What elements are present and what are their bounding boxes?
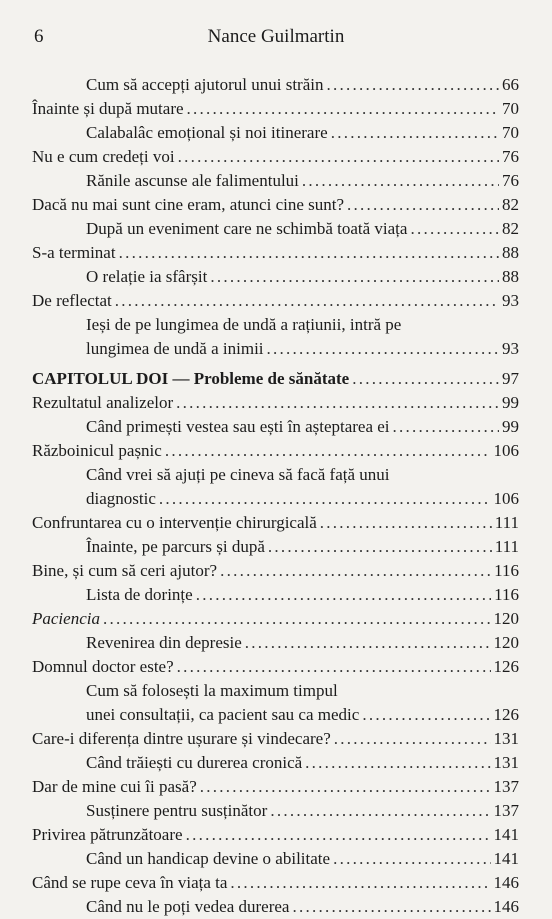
toc-entry-label: Când primești vestea sau ești în așteptarea ei xyxy=(86,417,390,436)
dot-leader xyxy=(334,727,491,751)
dot-leader xyxy=(292,895,490,919)
toc-entry-page: 146 xyxy=(493,873,519,892)
toc-entry xyxy=(32,727,519,751)
toc-entry-label: Susținere pentru susținător xyxy=(86,801,268,820)
toc-entry-label: S-a terminat xyxy=(32,243,116,262)
toc-entry-page: 93 xyxy=(502,339,519,358)
dot-leader xyxy=(119,241,499,265)
toc-entry-label: diagnostic xyxy=(86,489,156,508)
toc-entry-label: Războinicul pașnic xyxy=(32,441,162,460)
toc-entry-page: 88 xyxy=(502,267,519,286)
toc-entry xyxy=(86,487,519,511)
toc-entry xyxy=(32,145,519,169)
toc-entry xyxy=(86,583,519,607)
toc-entry-page: 66 xyxy=(502,75,519,94)
toc-entry xyxy=(32,775,519,799)
toc-entry-page: 141 xyxy=(493,825,519,844)
toc-entry-label: Rănile ascunse ale falimentului xyxy=(86,171,299,190)
toc-entry-label: Paciencia xyxy=(32,609,100,628)
toc-entry-label: Înainte, pe parcurs și după xyxy=(86,537,265,556)
toc-entry xyxy=(86,337,519,361)
toc-entry-label: Care-i diferența dintre ușurare și vindecare? xyxy=(32,729,331,748)
dot-leader xyxy=(333,847,490,871)
toc-entry-page: 126 xyxy=(493,657,519,676)
toc-entry-page: 141 xyxy=(493,849,519,868)
toc-entry xyxy=(32,97,519,121)
toc-entry-label: Înainte și după mutare xyxy=(32,99,184,118)
dot-leader xyxy=(176,391,499,415)
toc-entry-page: 70 xyxy=(502,123,519,142)
toc-entry xyxy=(86,751,519,775)
toc-entry-label: Cum să accepți ajutorul unui străin xyxy=(86,75,324,94)
toc-entry xyxy=(86,169,519,193)
toc-entry xyxy=(86,73,519,97)
toc-entry-page: 99 xyxy=(502,417,519,436)
toc-entry-label: Nu e cum credeți voi xyxy=(32,147,175,166)
toc-entry-page: 131 xyxy=(493,753,519,772)
dot-leader xyxy=(326,73,499,97)
running-header xyxy=(0,20,552,50)
toc-entry xyxy=(86,217,519,241)
toc-entry-page: 131 xyxy=(493,729,519,748)
toc-entry-label: Dacă nu mai sunt cine eram, atunci cine sunt? xyxy=(32,195,345,214)
toc-entry-label-line1: Ieși de pe lungimea de undă a rațiunii, intră pe xyxy=(86,315,402,334)
dot-leader xyxy=(103,607,491,631)
toc-entry-page: 70 xyxy=(502,99,519,118)
dot-leader xyxy=(210,265,499,289)
toc-chapter-heading xyxy=(32,367,519,391)
dot-leader xyxy=(177,655,491,679)
dot-leader xyxy=(230,871,490,895)
toc-entry-page: 146 xyxy=(493,897,519,916)
toc-entry-label-line1: Când vrei să ajuți pe cineva să facă față unui xyxy=(86,465,390,484)
dot-leader xyxy=(165,439,491,463)
toc-entry-page: 82 xyxy=(502,195,519,214)
toc-entry xyxy=(86,631,519,655)
dot-leader xyxy=(331,121,499,145)
toc-entry-page: 97 xyxy=(502,369,519,388)
dot-leader xyxy=(187,97,499,121)
toc-entry xyxy=(86,121,519,145)
dot-leader xyxy=(362,703,490,727)
toc-entry-label: Când trăiești cu durerea cronică xyxy=(86,753,303,772)
toc-entry-label: Revenirea din depresie xyxy=(86,633,242,652)
dot-leader xyxy=(305,751,490,775)
toc-entry xyxy=(86,535,519,559)
toc-entry-label: Privirea pătrunzătoare xyxy=(32,825,183,844)
page-number: 6 xyxy=(34,26,44,47)
toc-entry-page: 99 xyxy=(502,393,519,412)
dot-leader xyxy=(270,799,490,823)
toc-entry xyxy=(86,415,519,439)
toc-entry-page: 120 xyxy=(493,609,519,628)
toc-entry-label: unei consultații, ca pacient sau ca medic xyxy=(86,705,360,724)
toc-entry-page: 76 xyxy=(502,147,519,166)
toc-entry-page: 82 xyxy=(502,219,519,238)
toc-entry xyxy=(86,265,519,289)
toc-entry xyxy=(86,895,519,919)
dot-leader xyxy=(267,337,499,361)
dot-leader xyxy=(268,535,492,559)
toc-entry-page: 106 xyxy=(493,441,519,460)
toc-entry-page: 137 xyxy=(493,777,519,796)
toc-entry-label: De reflectat xyxy=(32,291,112,310)
dot-leader xyxy=(347,193,499,217)
dot-leader xyxy=(320,511,492,535)
toc-entry xyxy=(32,823,519,847)
toc-entry xyxy=(32,289,519,313)
dot-leader xyxy=(302,169,499,193)
dot-leader xyxy=(186,823,491,847)
dot-leader xyxy=(200,775,491,799)
toc-entry xyxy=(32,193,519,217)
toc-entry xyxy=(86,703,519,727)
toc-entry xyxy=(32,607,519,631)
dot-leader xyxy=(352,367,499,391)
toc-entry-page: 126 xyxy=(493,705,519,724)
toc-entry-label: După un eveniment care ne schimbă toată viața xyxy=(86,219,408,238)
toc-entry-page: 111 xyxy=(494,513,519,532)
toc-entry xyxy=(86,847,519,871)
toc-entry xyxy=(32,559,519,583)
toc-entry-page: 137 xyxy=(493,801,519,820)
toc-entry xyxy=(32,241,519,265)
dot-leader xyxy=(178,145,499,169)
dot-leader xyxy=(410,217,499,241)
dot-leader xyxy=(220,559,491,583)
toc-entry-label: Lista de dorințe xyxy=(86,585,193,604)
dot-leader xyxy=(115,289,499,313)
toc-entry-page: 116 xyxy=(494,561,519,580)
toc-entry-page: 106 xyxy=(493,489,519,508)
toc-entry-label: Confruntarea cu o intervenție chirurgicală xyxy=(32,513,317,532)
toc-entry xyxy=(32,439,519,463)
toc-entry-label: Când nu le poți vedea durerea xyxy=(86,897,290,916)
toc-entry-label: Calabalâc emoțional și noi itinerare xyxy=(86,123,328,142)
toc-entry-label: Rezultatul analizelor xyxy=(32,393,174,412)
dot-leader xyxy=(393,415,499,439)
toc-entry xyxy=(86,799,519,823)
toc-entry-label-line1: Cum să folosești la maximum timpul xyxy=(86,681,338,700)
toc-entry-page: 88 xyxy=(502,243,519,262)
toc-entry-page: 93 xyxy=(502,291,519,310)
dot-leader xyxy=(159,487,491,511)
toc-entry-label: Când se rupe ceva în viața ta xyxy=(32,873,228,892)
toc-entry-page: 111 xyxy=(494,537,519,556)
dot-leader xyxy=(196,583,491,607)
toc-entry xyxy=(32,655,519,679)
toc-entry xyxy=(32,511,519,535)
toc-entry-label: O relație ia sfârșit xyxy=(86,267,208,286)
toc-entry-label: Bine, și cum să ceri ajutor? xyxy=(32,561,218,580)
toc-entry-label: Când un handicap devine o abilitate xyxy=(86,849,331,868)
toc-entry-label: Dar de mine cui îi pasă? xyxy=(32,777,197,796)
toc-entry-label: lungimea de undă a inimii xyxy=(86,339,264,358)
toc-entry-label: Domnul doctor este? xyxy=(32,657,174,676)
toc-entry xyxy=(32,391,519,415)
toc-entry-page: 120 xyxy=(493,633,519,652)
toc-entry-page: 76 xyxy=(502,171,519,190)
toc-entry xyxy=(32,871,519,895)
dot-leader xyxy=(245,631,491,655)
toc-entry-page: 116 xyxy=(494,585,519,604)
toc-entry-label: CAPITOLUL DOI — Probleme de sănătate xyxy=(32,369,350,388)
running-head-author: Nance Guilmartin xyxy=(207,26,345,47)
